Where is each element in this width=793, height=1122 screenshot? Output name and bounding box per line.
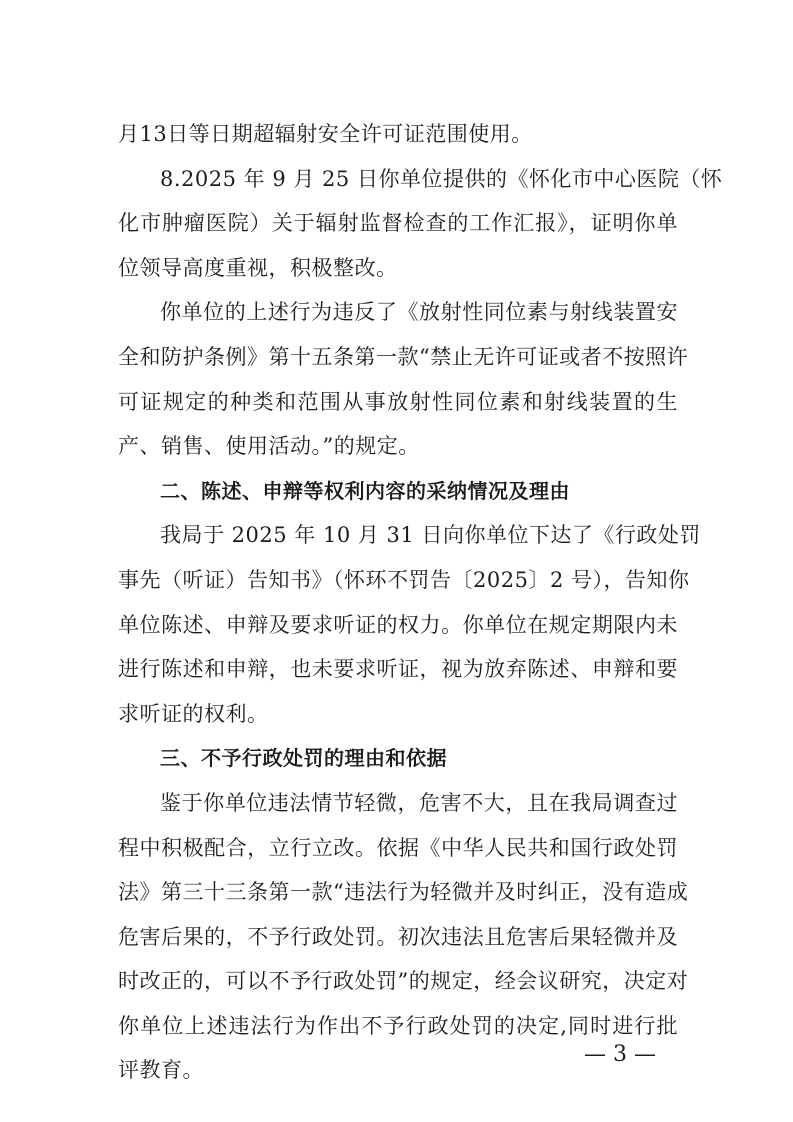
section-heading: 三、不予行政处罚的理由和依据 <box>160 746 447 771</box>
text-line: 单位陈述、申辩及要求听证的权力。你单位在规定期限内未 <box>118 612 678 637</box>
text-line: 你单位的上述行为违反了《放射性同位素与射线装置安 <box>160 300 678 325</box>
text-line: 进行陈述和申辩，也未要求听证，视为放弃陈述、申辩和要 <box>118 657 678 682</box>
text-line: 危害后果的，不予行政处罚。初次违法且危害后果轻微并及 <box>118 924 678 949</box>
text-line: 鉴于你单位违法情节轻微，危害不大，且在我局调查过 <box>160 790 678 815</box>
document-body <box>118 112 723 1093</box>
text-line: 你单位上述违法行为作出不予行政处罚的决定,同时进行批 <box>118 1013 678 1038</box>
text-line: 时改正的，可以不予行政处罚”的规定，经会议研究，决定对 <box>118 969 689 994</box>
text-line: 8.2025 年 9 月 25 日你单位提供的《怀化市中心医院（怀 <box>160 166 723 191</box>
text-line: 可证规定的种类和范围从事放射性同位素和射线装置的生 <box>118 389 678 414</box>
text-line: 程中积极配合，立行立改。依据《中华人民共和国行政处罚 <box>118 835 678 860</box>
text-line: 法》第三十三条第一款“违法行为轻微并及时纠正，没有造成 <box>118 880 689 905</box>
text-line: 化市肿瘤医院）关于辐射监督检查的工作汇报》，证明你单 <box>118 211 678 236</box>
text-line: 产、销售、使用活动。”的规定。 <box>118 434 420 459</box>
text-line: 全和防护条例》第十五条第一款“禁止无许可证或者不按照许 <box>118 344 689 369</box>
page-number: — 3 — <box>584 1042 656 1067</box>
text-line: 位领导高度重视，积极整改。 <box>118 255 398 280</box>
text-line: 事先（听证）告知书》（怀环不罚告〔2025〕2 号），告知你 <box>118 567 690 592</box>
text-line: 求听证的权利。 <box>118 701 269 726</box>
section-heading: 二、陈述、申辩等权利内容的采纳情况及理由 <box>160 478 570 503</box>
text-line: 我局于 2025 年 10 月 31 日向你单位下达了《行政处罚 <box>160 523 701 548</box>
text-line: 月13日等日期超辐射安全许可证范围使用。 <box>118 122 533 146</box>
text-line: 评教育。 <box>118 1058 204 1083</box>
